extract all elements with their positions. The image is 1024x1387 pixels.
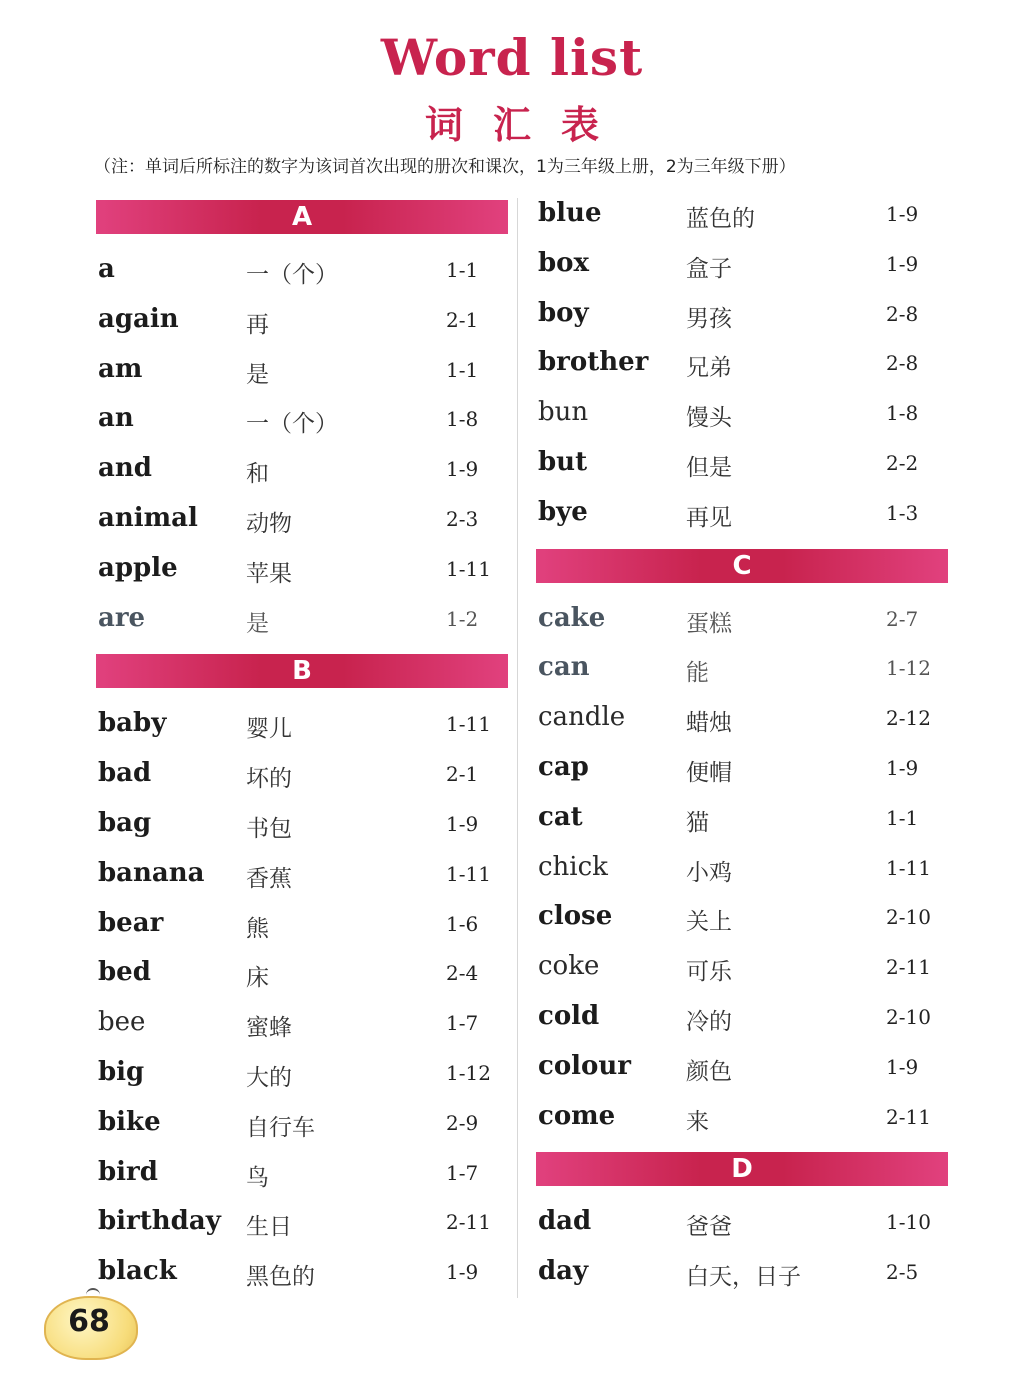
word-english: bike <box>98 1106 161 1137</box>
word-chinese: 可乐 <box>686 959 732 986</box>
word-lesson-number: 2-1 <box>446 307 479 332</box>
word-english: cat <box>538 801 583 832</box>
word-english: bee <box>98 1007 146 1038</box>
word-english: bad <box>98 758 152 789</box>
word-lesson-number: 1-12 <box>446 1060 491 1085</box>
word-row <box>96 700 508 750</box>
word-english: close <box>538 901 613 932</box>
word-english: bear <box>98 907 164 938</box>
word-lesson-number: 1-11 <box>446 556 491 581</box>
word-chinese: 一（个） <box>246 411 338 438</box>
word-row <box>536 993 948 1043</box>
word-chinese: 一（个） <box>246 262 338 288</box>
page-number: 68 <box>68 1304 110 1339</box>
word-english: a <box>98 254 115 284</box>
word-chinese: 动物 <box>246 510 292 537</box>
word-lesson-number: 1-9 <box>886 202 919 226</box>
page-title-chinese: 词汇表 <box>424 103 629 147</box>
word-english: coke <box>538 951 600 982</box>
word-chinese: 男孩 <box>686 305 732 332</box>
word-lesson-number: 1-11 <box>446 861 491 886</box>
word-lesson-number: 1-1 <box>446 258 479 282</box>
word-chinese: 蜡烛 <box>686 710 732 737</box>
word-lesson-number: 2-8 <box>886 351 919 376</box>
word-chinese: 婴儿 <box>246 716 292 743</box>
word-chinese: 是 <box>246 610 269 637</box>
word-chinese: 蓝色的 <box>686 206 755 232</box>
section-letter-bar: B <box>96 654 508 688</box>
word-lesson-number: 1-2 <box>446 606 479 631</box>
word-chinese: 坏的 <box>246 766 292 793</box>
page-title-english: Word list <box>380 28 644 87</box>
word-lesson-number: 1-8 <box>886 401 919 426</box>
word-chinese: 自行车 <box>246 1114 315 1141</box>
word-chinese: 熊 <box>246 915 269 942</box>
word-chinese: 再见 <box>686 504 732 531</box>
word-lesson-number: 2-8 <box>886 301 919 326</box>
right-column <box>536 190 948 1298</box>
word-chinese: 是 <box>246 361 269 388</box>
word-english: bird <box>98 1156 158 1187</box>
word-lesson-number: 1-1 <box>886 805 919 830</box>
word-row <box>96 246 508 296</box>
word-lesson-number: 1-8 <box>446 407 479 432</box>
word-chinese: 关上 <box>686 909 732 936</box>
word-row <box>96 1248 508 1298</box>
word-row <box>96 850 508 900</box>
word-row <box>96 800 508 850</box>
word-english: cold <box>538 1000 600 1031</box>
word-lesson-number: 2-5 <box>886 1260 919 1285</box>
word-lesson-number: 2-7 <box>886 606 919 631</box>
word-english: candle <box>538 702 626 733</box>
word-english: and <box>98 453 152 484</box>
word-row <box>96 999 508 1049</box>
word-row <box>536 794 948 844</box>
word-chinese: 便帽 <box>686 759 732 786</box>
word-row <box>96 545 508 595</box>
word-chinese: 再 <box>246 311 269 338</box>
word-chinese: 馒头 <box>686 405 732 432</box>
word-lesson-number: 1-9 <box>446 811 479 836</box>
word-lesson-number: 1-6 <box>446 911 479 936</box>
word-row <box>536 744 948 794</box>
word-row <box>536 1093 948 1143</box>
word-english: apple <box>98 552 178 583</box>
word-chinese: 和 <box>246 461 269 488</box>
word-lesson-number: 2-2 <box>886 450 919 475</box>
word-lesson-number: 1-9 <box>886 1054 919 1079</box>
word-english: day <box>538 1256 589 1287</box>
word-english: animal <box>98 502 198 533</box>
word-row <box>536 290 948 340</box>
word-english: black <box>98 1256 177 1287</box>
word-lesson-number: 1-7 <box>446 1160 479 1185</box>
word-row <box>96 900 508 950</box>
word-row <box>536 190 948 240</box>
word-row <box>96 395 508 445</box>
section-letter-bar: C <box>536 549 948 583</box>
word-row <box>536 389 948 439</box>
word-english: chick <box>538 851 608 882</box>
word-chinese: 蛋糕 <box>686 610 732 637</box>
word-chinese: 来 <box>686 1108 709 1135</box>
word-row <box>96 1099 508 1149</box>
word-english: bed <box>98 957 151 988</box>
word-chinese: 苹果 <box>246 560 292 587</box>
word-english: am <box>98 353 143 384</box>
word-lesson-number: 2-3 <box>446 506 479 531</box>
word-chinese: 香蕉 <box>246 865 292 892</box>
word-english: birthday <box>98 1206 221 1237</box>
word-lesson-number: 2-12 <box>886 706 931 731</box>
word-lesson-number: 2-11 <box>446 1210 491 1235</box>
word-row <box>96 1149 508 1199</box>
word-row <box>536 943 948 993</box>
word-lesson-number: 1-7 <box>446 1011 479 1036</box>
word-lesson-number: 1-12 <box>886 656 931 681</box>
word-english: big <box>98 1056 145 1087</box>
word-lesson-number: 1-9 <box>446 457 479 482</box>
word-lesson-number: 2-9 <box>446 1110 479 1135</box>
word-english: come <box>538 1100 616 1131</box>
word-row <box>96 495 508 545</box>
word-row <box>96 346 508 396</box>
word-row <box>536 240 948 290</box>
word-chinese: 书包 <box>246 815 292 842</box>
word-row <box>536 893 948 943</box>
word-row <box>96 949 508 999</box>
word-english: are <box>98 602 146 633</box>
word-english: cap <box>538 751 589 782</box>
word-row <box>96 595 508 645</box>
word-row <box>96 750 508 800</box>
word-chinese: 颜色 <box>686 1058 732 1085</box>
word-english: bun <box>538 397 589 428</box>
column-divider <box>517 198 518 1298</box>
word-english: an <box>98 403 134 434</box>
word-english: blue <box>538 198 602 228</box>
word-lesson-number: 1-3 <box>886 500 919 525</box>
word-chinese: 大的 <box>246 1064 292 1091</box>
word-chinese: 床 <box>246 965 269 992</box>
section-letter-bar: A <box>96 200 508 234</box>
word-row <box>536 439 948 489</box>
word-chinese: 但是 <box>686 454 732 481</box>
word-row <box>536 595 948 645</box>
word-row <box>536 489 948 539</box>
word-english: bye <box>538 496 588 527</box>
word-english: can <box>538 652 590 683</box>
word-chinese: 蜜蜂 <box>246 1015 292 1042</box>
word-lesson-number: 2-11 <box>886 955 931 980</box>
word-chinese: 能 <box>686 660 709 687</box>
word-english: banana <box>98 857 205 888</box>
word-row <box>96 296 508 346</box>
word-chinese: 冷的 <box>686 1008 732 1035</box>
word-english: colour <box>538 1050 631 1081</box>
word-row <box>536 1198 948 1248</box>
word-row <box>536 1248 948 1298</box>
word-row <box>536 694 948 744</box>
word-row <box>96 1049 508 1099</box>
word-lesson-number: 1-11 <box>886 855 931 880</box>
word-row <box>536 644 948 694</box>
word-lesson-number: 2-11 <box>886 1104 931 1129</box>
section-letter-bar: D <box>536 1152 948 1186</box>
word-row <box>96 1198 508 1248</box>
word-chinese: 生日 <box>246 1214 292 1241</box>
word-chinese: 黑色的 <box>246 1264 315 1291</box>
left-column <box>96 190 508 1298</box>
word-lesson-number: 1-10 <box>886 1210 931 1235</box>
word-row <box>536 1043 948 1093</box>
word-english: but <box>538 446 588 477</box>
word-chinese: 兄弟 <box>686 355 732 382</box>
word-row <box>536 339 948 389</box>
word-lesson-number: 1-11 <box>446 712 491 737</box>
word-chinese: 鸟 <box>246 1164 269 1191</box>
word-chinese: 爸爸 <box>686 1214 732 1241</box>
word-row <box>96 445 508 495</box>
word-lesson-number: 2-1 <box>446 762 479 787</box>
word-chinese: 猫 <box>686 809 709 836</box>
word-lesson-number: 2-10 <box>886 905 931 930</box>
word-chinese: 小鸡 <box>686 859 732 886</box>
word-lesson-number: 1-9 <box>886 251 919 276</box>
word-lesson-number: 2-10 <box>886 1004 931 1029</box>
word-english: box <box>538 247 590 278</box>
word-english: baby <box>98 708 167 739</box>
page-note: （注：单词后所标注的数字为该词首次出现的册次和课次，1为三年级上册，2为三年级下册） <box>94 157 796 177</box>
word-english: dad <box>538 1206 592 1237</box>
word-chinese: 盒子 <box>686 255 732 282</box>
word-chinese: 白天，日子 <box>686 1264 801 1291</box>
word-english: brother <box>538 347 649 378</box>
word-english: cake <box>538 602 606 633</box>
word-row <box>536 844 948 894</box>
word-lesson-number: 1-9 <box>446 1260 479 1285</box>
word-english: again <box>98 303 179 334</box>
word-lesson-number: 1-9 <box>886 755 919 780</box>
word-english: boy <box>538 297 589 328</box>
word-lesson-number: 1-1 <box>446 357 479 382</box>
word-lesson-number: 2-4 <box>446 961 479 986</box>
word-english: bag <box>98 807 152 838</box>
